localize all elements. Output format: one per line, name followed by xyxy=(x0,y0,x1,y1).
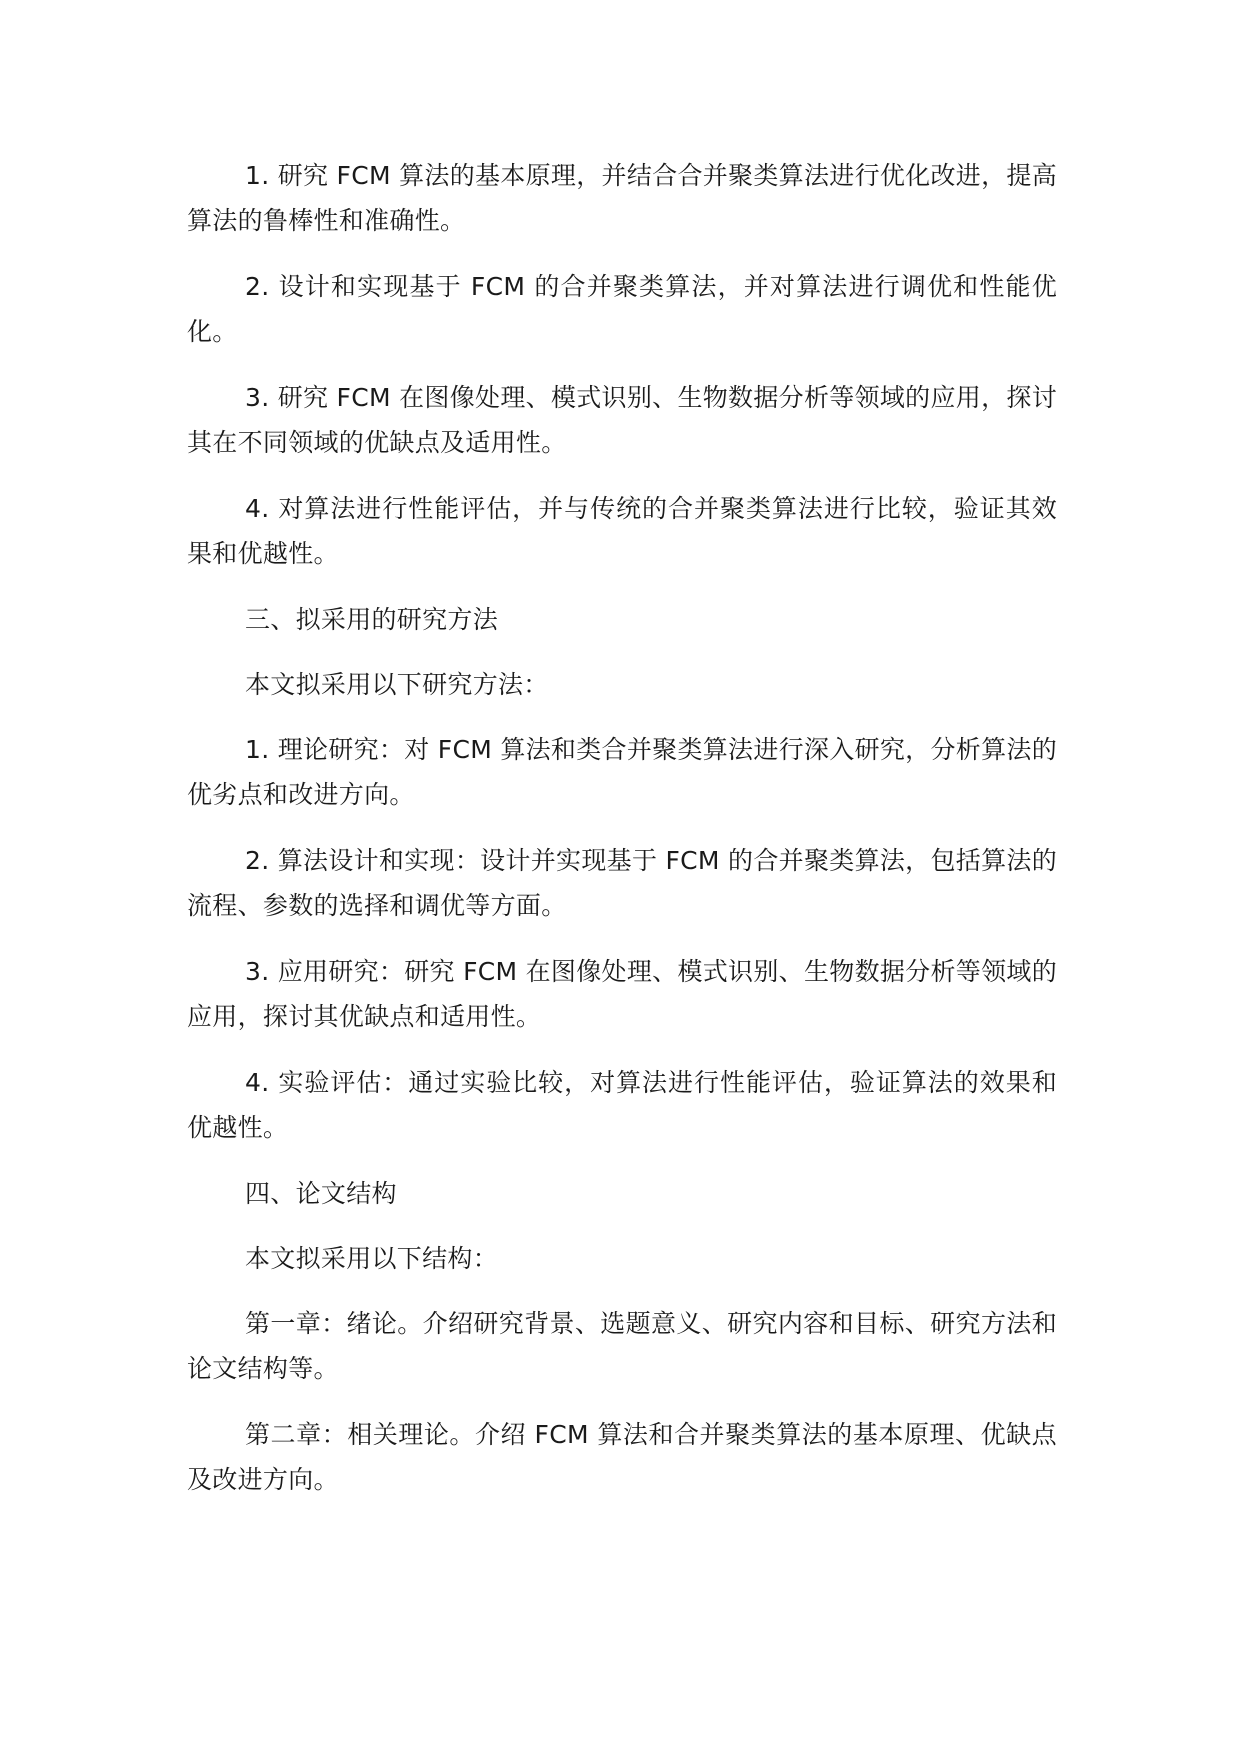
paragraph-method-2: 2. 算法设计和实现：设计并实现基于 FCM 的合并聚类算法，包括算法的流程、参数的选择和调优等方面。 xyxy=(187,846,1057,920)
paragraph-research-goal-2: 2. 设计和实现基于 FCM 的合并聚类算法，并对算法进行调优和性能优化。 xyxy=(187,272,1057,346)
paragraph-structure-intro: 本文拟采用以下结构： xyxy=(245,1244,499,1273)
paragraph-research-goal-4: 4. 对算法进行性能评估，并与传统的合并聚类算法进行比较，验证其效果和优越性。 xyxy=(187,494,1057,568)
paragraph-research-goal-3: 3. 研究 FCM 在图像处理、模式识别、生物数据分析等领域的应用，探讨其在不同领域的优缺点及适用性。 xyxy=(187,383,1057,457)
section-heading-structure: 四、论文结构 xyxy=(245,1179,397,1208)
paragraph-method-4: 4. 实验评估：通过实验比较，对算法进行性能评估，验证算法的效果和优越性。 xyxy=(187,1068,1057,1142)
paragraph-chapter-2: 第二章：相关理论。介绍 FCM 算法和合并聚类算法的基本原理、优缺点及改进方向。 xyxy=(187,1420,1057,1494)
paragraph-method-1: 1. 理论研究：对 FCM 算法和类合并聚类算法进行深入研究，分析算法的优劣点和改进方向。 xyxy=(187,735,1057,809)
paragraph-chapter-1: 第一章：绪论。介绍研究背景、选题意义、研究内容和目标、研究方法和论文结构等。 xyxy=(187,1309,1057,1383)
document-body xyxy=(187,153,1057,1523)
paragraph-research-goal-1: 1. 研究 FCM 算法的基本原理，并结合合并聚类算法进行优化改进，提高算法的鲁棒性和准确性。 xyxy=(187,161,1057,235)
section-heading-methods: 三、拟采用的研究方法 xyxy=(245,605,499,634)
paragraph-method-3: 3. 应用研究：研究 FCM 在图像处理、模式识别、生物数据分析等领域的应用，探讨其优缺点和适用性。 xyxy=(187,957,1057,1031)
paragraph-methods-intro: 本文拟采用以下研究方法： xyxy=(245,670,549,699)
